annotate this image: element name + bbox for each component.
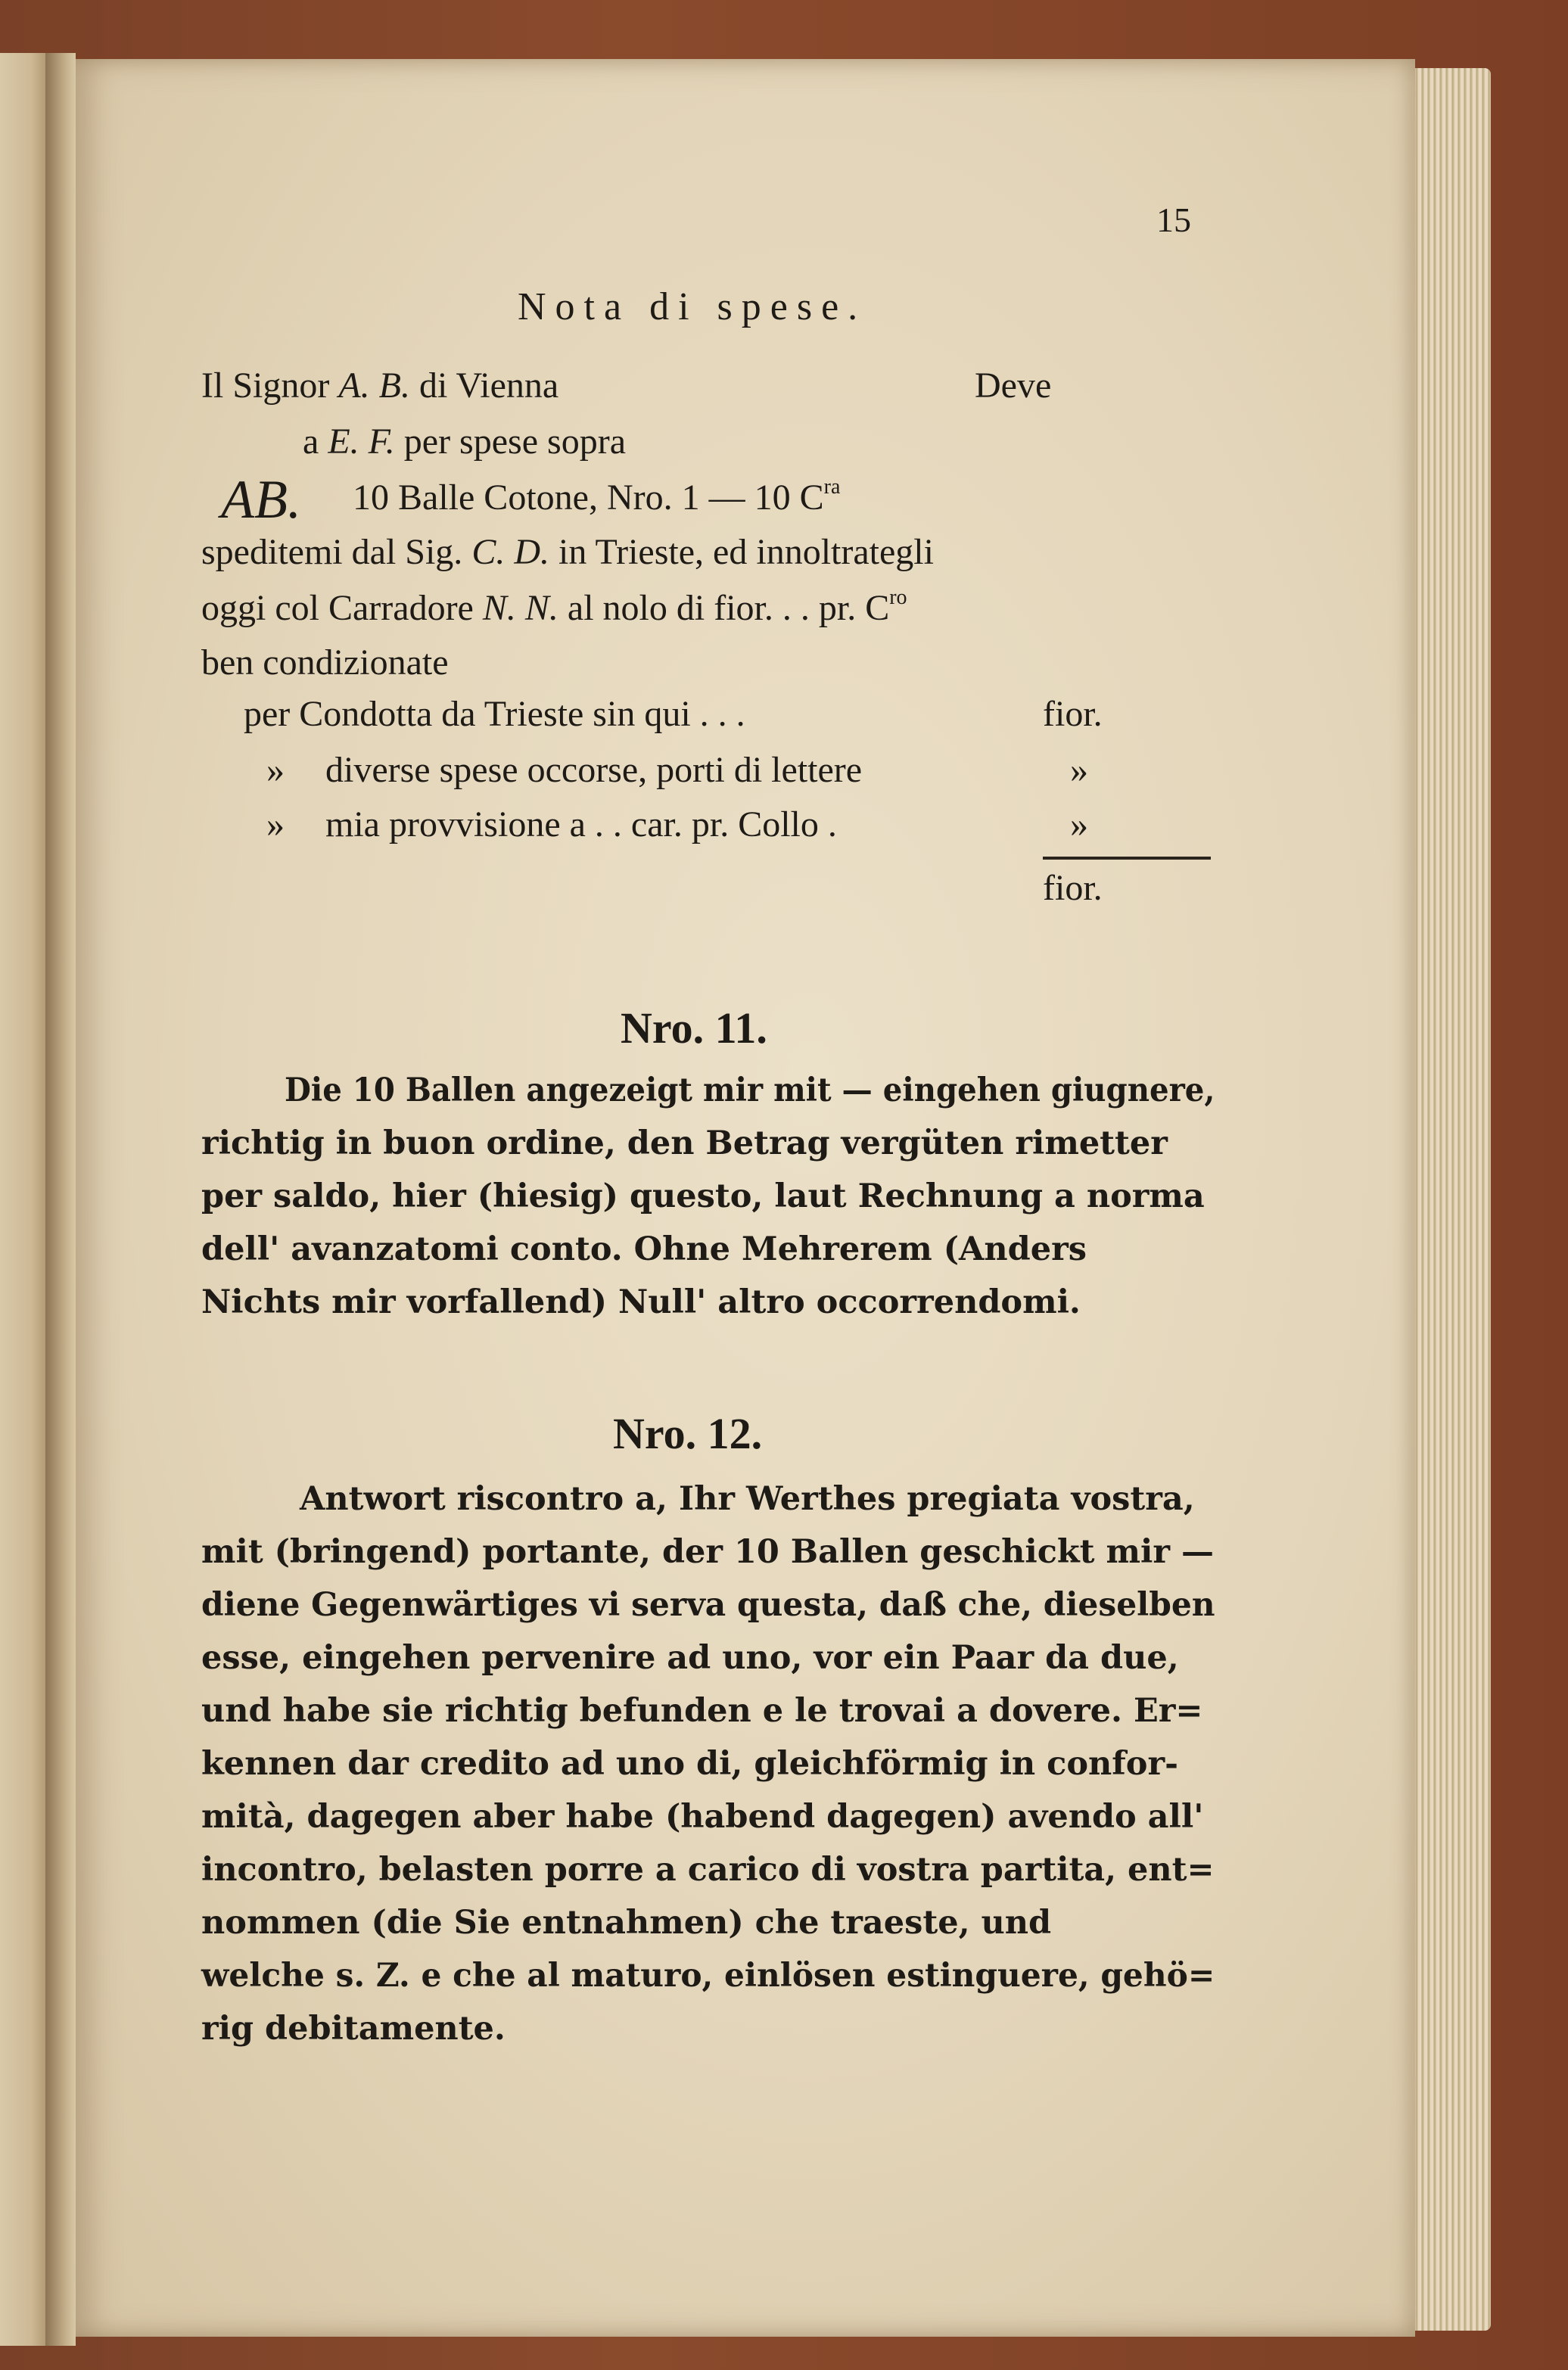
left-page-edge	[0, 53, 51, 2346]
nro11-line-5: Nichts mir vorfallend) Null' altro occorrendomi.	[201, 1283, 1081, 1321]
nota-creditor-line	[303, 421, 626, 462]
nro11-line-1: Die 10 Ballen angezeigt mir mit — eingehen giugnere,	[285, 1071, 1215, 1109]
nro12-line-4: esse, eingehen pervenire ad uno, vor ein Paar da due,	[201, 1639, 1179, 1677]
debtor-place: di Vienna	[418, 365, 559, 406]
show-through-text	[1044, 286, 1047, 325]
nro11-line-4: dell' avanzatomi conto. Ohne Mehrerem (Anders	[201, 1230, 1087, 1268]
expense-quote-2: »	[266, 750, 285, 790]
goods-sup: ra	[823, 475, 841, 499]
expense-row-1: per Condotta da Trieste sin qui . . .	[244, 694, 745, 734]
nro11-heading: Nro. 11.	[621, 1003, 767, 1053]
page-gutter	[45, 53, 76, 2346]
nro12-line-3: diene Gegenwärtiges vi serva questa, daß che, dieselben	[201, 1586, 1215, 1624]
total-rule	[1043, 857, 1211, 860]
nro12-line-7: mità, dagegen aber habe (habend dagegen) avendo all'	[201, 1798, 1204, 1836]
nro12-heading: Nro. 12.	[613, 1409, 763, 1458]
sent-name: C. D.	[471, 532, 549, 572]
goods-line	[353, 475, 841, 518]
nro12-line-9: nommen (die Sie entnahmen) che traeste, und	[201, 1904, 1052, 1942]
creditor-rest: per spese sopra	[403, 421, 626, 462]
oggi-sup: ro	[889, 586, 907, 609]
nro12-line-6: kennen dar credito ad uno di, gleichförmig in confor-	[201, 1745, 1178, 1783]
nro12-line-11: rig debitamente.	[201, 2010, 506, 2048]
goods-text: 10 Balle Cotone, Nro. 1 — 10 C	[353, 477, 824, 518]
expense-quote-3: »	[266, 804, 285, 844]
nro11-line-2: richtig in buon ordine, den Betrag vergüten rimetter	[201, 1124, 1168, 1162]
nro11-line-3: per saldo, hier (hiesig) questo, laut Rechnung a norma	[201, 1177, 1205, 1215]
sent-text-1: speditemi dal Sig.	[201, 532, 463, 572]
nro12-line-10: welche s. Z. e che al maturo, einlösen estinguere, gehö=	[201, 1957, 1215, 1995]
oggi-text-1: oggi col Carradore	[201, 588, 474, 628]
expense-row-3: mia provvisione a . . car. pr. Collo .	[325, 804, 837, 844]
sent-line	[201, 534, 934, 571]
page-number: 15	[1156, 201, 1191, 239]
nota-debtor-line	[201, 365, 559, 406]
debtor-name: A. B.	[338, 365, 410, 406]
expense-row-2: diverse spese occorse, porti di lettere	[325, 750, 863, 790]
expense-unit-1: fior.	[1043, 694, 1103, 734]
creditor-prefix: a	[303, 421, 319, 462]
debtor-label: Il Signor	[201, 365, 330, 406]
creditor-name: E. F.	[328, 421, 395, 462]
nro12-line-8: incontro, belasten porre a carico di vostra partita, ent=	[201, 1851, 1215, 1889]
expense-unit-3: »	[1070, 804, 1088, 844]
nota-title: Nota di spese.	[518, 285, 867, 328]
sent-text-2: in Trieste, ed innoltrategli	[558, 532, 934, 572]
total-unit: fior.	[1043, 868, 1103, 908]
merchant-mark: AB.	[221, 469, 301, 530]
nro12-line-5: und habe sie richtig befunden e le trovai a dovere. Er=	[201, 1692, 1203, 1730]
ben-line: ben condizionate	[201, 642, 449, 683]
expense-unit-2: »	[1070, 750, 1088, 790]
oggi-line	[201, 586, 907, 628]
deve-label: Deve	[975, 365, 1052, 406]
nro12-line-1: Antwort riscontro a, Ihr Werthes pregiata vostra,	[300, 1480, 1195, 1518]
oggi-text-2: al nolo di fior. . . pr. C	[567, 588, 890, 628]
nro12-line-2: mit (bringend) portante, der 10 Ballen geschickt mir —	[201, 1533, 1214, 1571]
oggi-name: N. N.	[482, 588, 558, 628]
